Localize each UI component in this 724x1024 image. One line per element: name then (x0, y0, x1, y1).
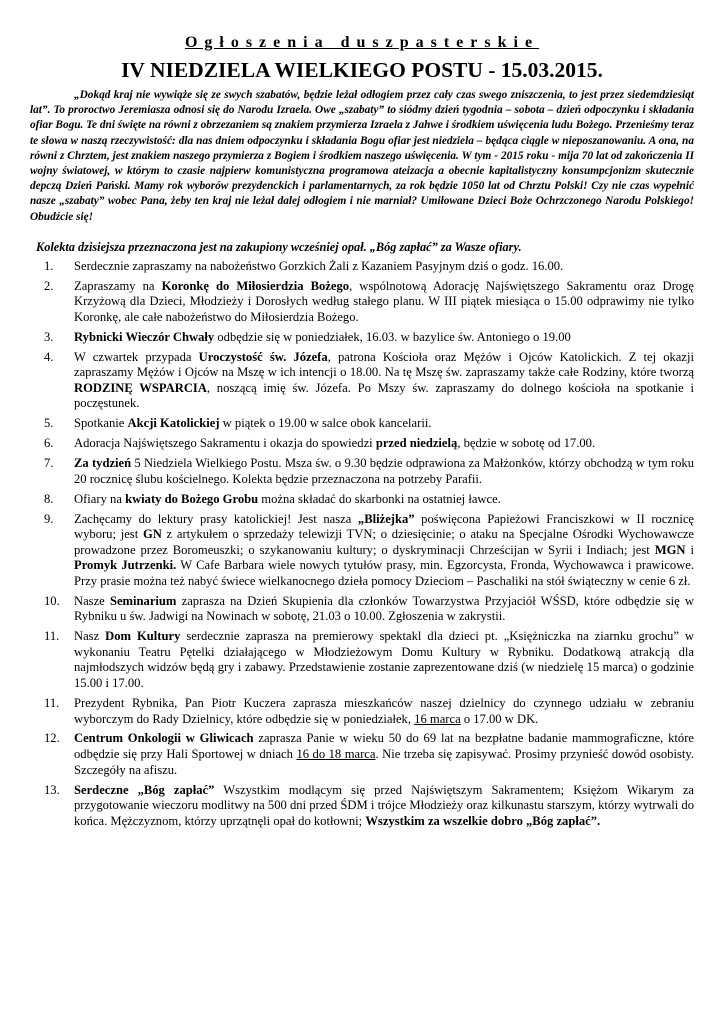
announcement-item (30, 629, 694, 691)
announcement-text: RODZINĘ WSPARCIA (74, 380, 207, 395)
announcement-text: serdecznie zaprasza na premierowy spektakl dla dzieci pt. „Księżniczka na ziarnku grochu” w wykonaniu Teatru Pętelki działającego w Młodzieżowym Domu Kultury w Rybniku. Dodatkową atrakcją dla najmłodszych widzów będą gry i zabawy. Przedstawienie zostanie zaprezentowane dziś (w niedzielę 15 marca) o godzinie 15.00 i 17.00. (74, 629, 695, 691)
announcement-text: Uroczystość św. Józefa (198, 349, 328, 364)
announcement-number: 3. (44, 329, 54, 344)
announcement-text: poświęcona Papieżowi Franciszkowi w II rocznicę wyboru; jest (74, 511, 694, 542)
announcement-text: 5 Niedziela Wielkiego Postu. Msza św. o 9.30 będzie odprawiona za Małżonków, którzy obchodzą w tym roku 20 rocznicę ślubu kościelnego. Kolekta będzie przeznaczona na potrzeby Parafii. (74, 456, 694, 486)
announcement-text: Serdeczne „Bóg zapłać” (74, 782, 215, 797)
announcement-text: kwiaty do Bożego Grobu (125, 491, 259, 506)
announcement-text: , będzie w sobotę od 17.00. (457, 436, 596, 451)
announcement-text: w piątek o 19.00 w salce obok kancelarii. (219, 416, 432, 431)
announcement-item (30, 456, 694, 487)
announcement-text: Seminarium (109, 593, 177, 608)
announcement-text: i (685, 542, 694, 557)
announcement-item (30, 259, 694, 275)
announcement-text: Rybnicki Wieczór Chwały (74, 329, 215, 344)
announcement-text: odbędzie się w poniedziałek, 16.03. w bazylice św. Antoniego o 19.00 (214, 329, 571, 344)
announcement-text: Spotkanie (74, 416, 128, 431)
announcement-text: Wszystkim modlącym się przed Najświętszym Sakramentem; Księżom Wikarym za przygotowanie wieczoru modlitwy na 500 dni przed ŚDM i trójce Młodzieży oraz kilkunastu starszym, którzy wytrwali do końca. Mężczyznom, którzy uprzątnęli opał do kotłowni; (74, 782, 694, 828)
collection-note: Kolekta dzisiejsza przeznaczona jest na zakupiony wcześniej opał. „Bóg zapłać” za Wasze ofiary. (36, 239, 522, 254)
announcement-item (30, 492, 694, 508)
announcement-text: Centrum Onkologii w Gliwicach (74, 731, 254, 746)
announcement-item (30, 279, 694, 326)
announcement-number: 11. (44, 695, 60, 710)
announcement-text: Akcji Katolickiej (127, 416, 220, 431)
announcement-number: 7. (44, 456, 54, 471)
announcement-item (30, 436, 694, 452)
announcement-text: , patrona Kościoła oraz Mężów i Ojców Katolickich. Z tej okazji zapraszamy Mężów i Ojców na Mszę w ich intencji o 18.00. Na tę Mszę św. zapraszamy także całe Rodziny, które tworzą (74, 349, 694, 380)
announcement-text: Promyk Jutrzenki. (74, 558, 177, 573)
announcement-text: , wspólnotową Adorację Najświętszego Sakramentu oraz Drogę Krzyżową dla Dzieci, Młodzieży i Dorosłych według stałego planu. W III piątek miesiąca o 15.00 odprawimy nie tylko Koronkę, ale całe nabożeństwo do Miłosierdzia Bożego. (74, 278, 694, 324)
announcement-text: . Nie trzeba się zapisywać. Prosimy przynieść dowód osobisty. Szczegóły na afiszu. (74, 747, 694, 777)
announcement-text: przed niedzielą (375, 436, 458, 451)
announcement-number: 1. (44, 258, 54, 273)
announcement-item (30, 783, 694, 830)
announcement-list (30, 259, 694, 829)
announcement-number: 8. (44, 491, 54, 506)
announcement-item (30, 330, 694, 346)
announcement-number: 11. (44, 629, 60, 644)
bulletin-page (30, 34, 694, 834)
announcement-item (30, 731, 694, 778)
announcement-text: można składać do skarbonki na ostatniej ławce. (258, 491, 501, 506)
announcement-text: zaprasza na Dzień Skupienia dla członków Towarzystwa Przyjaciół WŚSD, które odbędzie się w Rybniku u św. Jadwigi na Nowinach w sobotę, 21.03 o 10.00. Zgłoszenia w zakrystii. (74, 593, 694, 624)
announcement-number: 10. (44, 593, 60, 608)
announcement-number: 9. (44, 511, 54, 526)
announcement-number: 2. (44, 278, 54, 293)
announcement-text: o 17.00 w DK. (460, 711, 539, 726)
announcement-text: 16 do 18 marca (296, 747, 376, 762)
announcement-text: Nasz (74, 629, 106, 644)
announcement-number: 12. (44, 731, 60, 746)
announcement-text: Zachęcamy do lektury prasy katolickiej! Jest nasza (74, 511, 358, 526)
announcement-number: 13. (44, 782, 60, 797)
announcement-item (30, 696, 694, 727)
announcement-text: Nasze (74, 593, 110, 608)
announcement-text: Adoracja Najświętszego Sakramentu i okazja do spowiedzi (74, 436, 376, 451)
announcement-text: Dom Kultury (105, 629, 181, 644)
announcement-item (30, 512, 694, 590)
announcement-text: Ofiary na (74, 491, 126, 506)
announcement-text: z artykułem o sprzedaży telewizji TVN; o dziesięcinie; o ataku na Specjalne Ośrodki Wychowawcze prowadzone przez Boromeuszki; o szykanowaniu kultury; o dyskryminacji Chrześcijan w Syrii i Indiach; jest (74, 527, 694, 557)
announcement-text: W Cafe Barbara wiele nowych tytułów prasy, min. Egzorcysta, Fronda, Wychowawca i prawicowe. Przy prasie można też nabyć świece wielkanocnego dzieła pomocy Dzieciom – Paschaliki na stół świąteczny w cenie 6 zł. (74, 558, 694, 588)
announcement-text: Zapraszamy na (74, 278, 162, 293)
announcement-text: Prezydent Rybnika, Pan Piotr Kuczera zaprasza mieszkańców naszej dzielnicy do czynnego udziału w zebraniu wyborczym do Rady Dzielnicy, które odbędzie się w poniedziałek, (74, 695, 694, 726)
page-title: Ogłoszenia duszpasterskie (184, 34, 540, 51)
announcement-text: W czwartek przypada (74, 349, 199, 364)
announcement-text: Serdecznie zapraszamy na nabożeństwo Gorzkich Żali z Kazaniem Pasyjnym dziś o godz. 16.00. (74, 258, 564, 273)
announcement-item (30, 416, 694, 432)
announcement-text: „Bliżejka” (357, 511, 415, 526)
announcement-text: Wszystkim za wszelkie dobro „Bóg zapłać”. (365, 813, 601, 828)
announcement-item (30, 594, 694, 625)
announcement-text: , noszącą imię św. Józefa. Po Mszy św. zapraszamy do dolnego kościoła na spotkanie i poczęstunek. (74, 380, 694, 411)
announcement-text: GN (142, 527, 162, 542)
announcement-text: Koronkę do Miłosierdzia Bożego (161, 278, 350, 293)
announcement-text: 16 marca (414, 711, 461, 726)
announcement-text: MGN (654, 542, 686, 557)
announcement-text: Za tydzień (74, 456, 132, 471)
announcement-number: 5. (44, 416, 54, 431)
announcement-text: zaprasza Panie w wieku 50 do 69 lat na bezpłatne badanie mammograficzne, które odbędzie się przy Hali Sportowej w dniach (74, 731, 694, 762)
announcement-item (30, 350, 694, 412)
announcement-number: 6. (44, 436, 54, 451)
intro-quote: „Dokąd kraj nie wywiąże się ze swych szabatów, będzie leżał odłogiem przez cały czas swego zniszczenia, to jest przez siedemdziesiąt lat”. To proroctwo Jeremiasza odnosi się do Narodu Izraela. Owe „szabaty” to siódmy dzień tygodnia – sobota – dzień odpoczynku i składania ofiar Bogu. Te dni święte na równi z obrzezaniem są znakiem przymierza Izraela z Jahwe i środkiem uświęcenia ludu Bożego. Przenieśmy teraz te słowa w naszą rzeczywistość: dla nas dniem odpoczynku i składania Bogu ofiar jest niedziela – będąca ciągle w nieposzanowaniu. A ona, na równi z Chrztem, jest znakiem naszego przymierza z Bogiem i środkiem naszego uświęcenia. W tym - 2015 roku - mija 70 lat od zakończenia II wojny światowej, w którym to czasie najpierw komunistyczna programowa ateizacja a obecnie kapitalistyczny konsumpcjonizm skutecznie depczą Dzień Pański. Mamy rok wyborów prezydenckich i parlamentarnych, za rok będzie 1050 lat od Chrztu Polski! Czy nie czas wypełnić nasze „szabaty” wobec Pana, żeby ten kraj nie leżał dalej odłogiem i nie marniał? Umiłowane Dzieci Boże Ochrzczonego Narodu Polskiego! Obudźcie się! (30, 89, 694, 223)
announcement-number: 4. (44, 349, 54, 364)
page-subtitle: IV NIEDZIELA WIELKIEGO POSTU - 15.03.2015. (121, 58, 603, 82)
